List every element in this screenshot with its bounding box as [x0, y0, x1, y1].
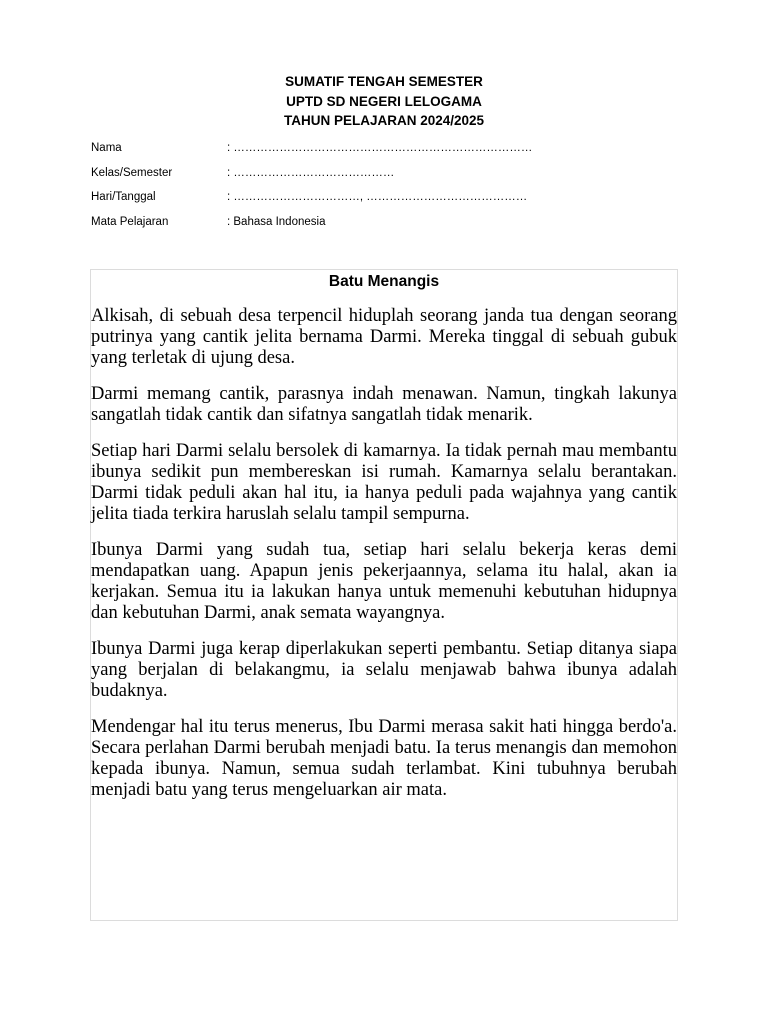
story-paragraph: Ibunya Darmi juga kerap diperlakukan seperti pembantu. Setiap ditanya siapa yang berjalan di belakangmu, ia selalu menjawab bahwa ibunya adalah budaknya.	[91, 639, 677, 701]
info-value: : ……………………………………………………………………	[227, 142, 533, 155]
info-label: Nama	[91, 142, 122, 155]
story-paragraph: Darmi memang cantik, parasnya indah menawan. Namun, tingkah lakunya sangatlah tidak cantik dan sifatnya sangatlah tidak menarik.	[91, 384, 677, 425]
document-header	[0, 72, 768, 131]
story-title: Batu Menangis	[328, 273, 440, 290]
story-body	[91, 306, 677, 801]
header-title: SUMATIF TENGAH SEMESTER	[285, 74, 483, 89]
info-value: : Bahasa Indonesia	[227, 215, 326, 228]
story-box	[90, 269, 678, 921]
info-row-date	[91, 185, 532, 210]
info-row-name	[91, 136, 532, 161]
info-row-subject	[91, 210, 532, 235]
student-info	[91, 136, 532, 234]
header-year: TAHUN PELAJARAN 2024/2025	[283, 113, 485, 128]
info-value: : ……………………………………	[227, 166, 395, 179]
info-row-class	[91, 161, 532, 186]
info-label: Kelas/Semester	[91, 166, 173, 179]
info-label: Mata Pelajaran	[91, 215, 169, 228]
info-value: : ……………………………, ……………………………………	[227, 191, 528, 204]
story-paragraph: Ibunya Darmi yang sudah tua, setiap hari selalu bekerja keras demi mendapatkan uang. Apapun jenis pekerjaannya, selama itu halal, akan ia kerjakan. Semua itu ia lakukan hanya untuk memenuhi kebutuhan hidupnya dan kebutuhan Darmi, anak semata wayangnya.	[91, 540, 677, 623]
header-school: UPTD SD NEGERI LELOGAMA	[286, 93, 482, 109]
story-paragraph: Alkisah, di sebuah desa terpencil hiduplah seorang janda tua dengan seorang putrinya yang cantik jelita bernama Darmi. Mereka tinggal di sebuah gubuk yang terletak di ujung desa.	[91, 306, 677, 368]
story-paragraph: Mendengar hal itu terus menerus, Ibu Darmi merasa sakit hati hingga berdo'a. Secara perlahan Darmi berubah menjadi batu. Ia terus menangis dan memohon kepada ibunya. Namun, semua sudah terlambat. Kini tubuhnya berubah menjadi batu yang terus mengeluarkan air mata.	[91, 717, 677, 800]
story-paragraph: Setiap hari Darmi selalu bersolek di kamarnya. Ia tidak pernah mau membantu ibunya sedikit pun membereskan isi rumah. Kamarnya selalu berantakan. Darmi tidak peduli akan hal itu, ia hanya peduli pada wajahnya yang cantik jelita tiada terkira haruslah selalu tampil sempurna.	[91, 441, 677, 524]
info-label: Hari/Tanggal	[91, 191, 156, 204]
